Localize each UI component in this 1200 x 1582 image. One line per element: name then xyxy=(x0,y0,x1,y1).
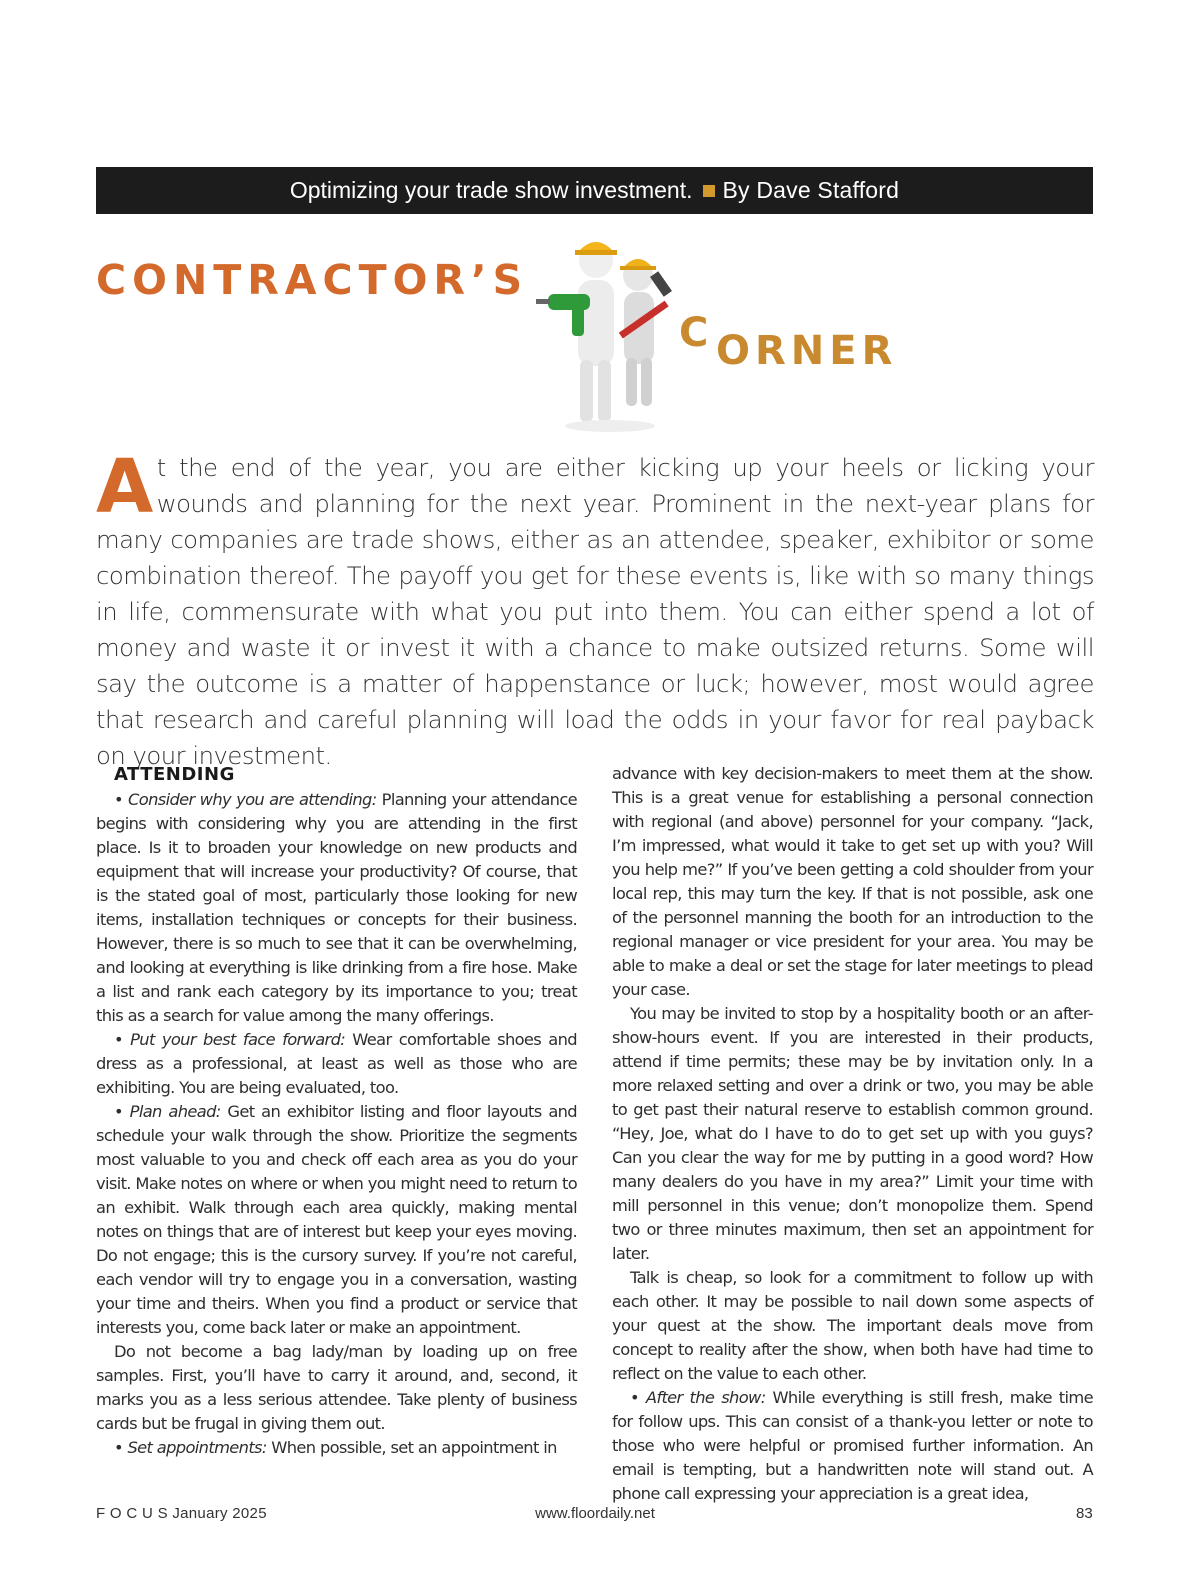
paragraph-advance: advance with key decision-makers to meet them at the show. This is a great venue for establishing a personal connection with regional (and above) personnel for your company. “Jack, I’m impressed, what would it take to get set up with you? Will you help me?” If you’ve been getting a cold shoulder from your local rep, this may turn the key. If that is not possible, ask one of the personnel manning the booth for an introduction to the regional manager or vice president for your area. You may be able to make a deal or set the stage for later meetings to plead your case. xyxy=(612,764,1093,999)
paragraph-plan-ahead xyxy=(96,1100,577,1340)
paragraph-after-show xyxy=(612,1386,1093,1506)
paragraph-text: Wear comfortable shoes and dress as a professional, at least as well as those who are exhibiting. You are being evaluated, too. xyxy=(96,1030,577,1097)
footer-website: www.floordaily.net xyxy=(535,1505,655,1522)
paragraph-text: Planning your attendance begins with considering why you are attending in the first place. Is it to broaden your knowledge on new products and equipment that will increase your productivity? Of course, that is the stated goal of most, particularly those looking for new items, installation techniques or concepts for their business. However, there is so much to see that it can be overwhelming, and looking at everything is like drinking from a fire hose. Make a list and rank each category by its importance to you; treat this as a search for value among the many offerings. xyxy=(96,790,577,1025)
right-column xyxy=(612,762,1093,1506)
paragraph-text: When possible, set an appointment in xyxy=(266,1438,557,1457)
paragraph-consider-why xyxy=(96,788,577,1028)
footer-publication: F O C U S January 2025 xyxy=(96,1505,267,1522)
banner-byline: By Dave Stafford xyxy=(722,177,900,203)
workers-illustration-icon xyxy=(530,230,690,440)
banner-subtitle: Optimizing your trade show investment. xyxy=(289,177,693,203)
lede-text: t the end of the year, you are either kicking up your heels or licking your wounds and planning for the next year. Prominent in the next-year plans for many companies are trade shows, either as an attendee, speaker, exhibitor or some combination thereof. The payoff you get for these events is, like with so many things in life, commensurate with what you put into them. You can either spend a lot of money and waste it or invest it with a chance to make outsized returns. Some will say the outcome is a matter of happenstance or luck; however, most would agree that research and careful planning will load the odds in your favor for real payback on your investment. xyxy=(96,453,1094,770)
footer-page-number: 83 xyxy=(1076,1505,1093,1522)
lead-in-plan-ahead: • Plan ahead: xyxy=(114,1102,221,1121)
paragraph-text: While everything is still fresh, make time for follow ups. This can consist of a thank-you letter or note to those who were helpful or promised further information. An email is tempting, but a handwritten note will stand out. A phone call expressing your appreciation is a great idea, xyxy=(612,1388,1093,1503)
paragraph-best-face xyxy=(96,1028,577,1100)
lead-in-after-show: • After the show: xyxy=(630,1388,766,1407)
left-column xyxy=(96,762,577,1460)
lead-in-best-face: • Put your best face forward: xyxy=(114,1030,346,1049)
paragraph-hospitality: You may be invited to stop by a hospitality booth or an after-show-hours event. If you are interested in their products, attend if time permits; these may be by invitation only. In a more relaxed setting and over a drink or two, you may be able to get past their natural reserve to establish common ground. “Hey, Joe, what do I have to do to get set up with you guys? Can you clear the way for me by putting in a good word? How many dealers do you have in my area?” Limit your time with mill personnel in this venue; don’t monopolize them. Spend two or three minutes maximum, then set an appointment for later. xyxy=(612,1004,1093,1263)
paragraph-talk-cheap: Talk is cheap, so look for a commitment to follow up with each other. It may be possible to nail down some aspects of your quest at the show. The important deals move from concept to reality after the show, when both have had time to reflect on the value to each other. xyxy=(612,1268,1093,1383)
header-banner xyxy=(96,167,1093,214)
title-corner-initial: C xyxy=(679,310,709,356)
square-bullet-icon xyxy=(703,185,715,197)
lead-in-set-appointments: • Set appointments: xyxy=(114,1438,267,1457)
section-heading-attending: ATTENDING xyxy=(114,764,235,785)
drop-cap: A xyxy=(96,444,153,530)
paragraph-text: Get an exhibitor listing and floor layouts and schedule your walk through the show. Prioritize the segments most valuable to you and check off each area as you do your visit. Make notes on where or when you might need to return to an exhibit. Walk through each area quickly, making mental notes on things that are of interest but keep your eyes moving. Do not engage; this is the cursory survey. If you’re not careful, each vendor will try to engage you in a conversation, wasting your time and theirs. When you find a product or service that interests you, come back later or make an appointment. xyxy=(96,1102,577,1337)
title-contractors: CONTRACTOR’S xyxy=(96,256,529,304)
paragraph-bag-lady: Do not become a bag lady/man by loading up on free samples. First, you’ll have to carry it around, and, second, it marks you as a less serious attendee. Take plenty of business cards but be frugal in giving them out. xyxy=(96,1342,577,1433)
paragraph-set-appointments xyxy=(96,1436,577,1460)
lede-paragraph xyxy=(96,444,1094,774)
lead-in-consider-why: • Consider why you are attending: xyxy=(114,790,377,809)
title-corner-rest: ORNER xyxy=(716,328,898,374)
